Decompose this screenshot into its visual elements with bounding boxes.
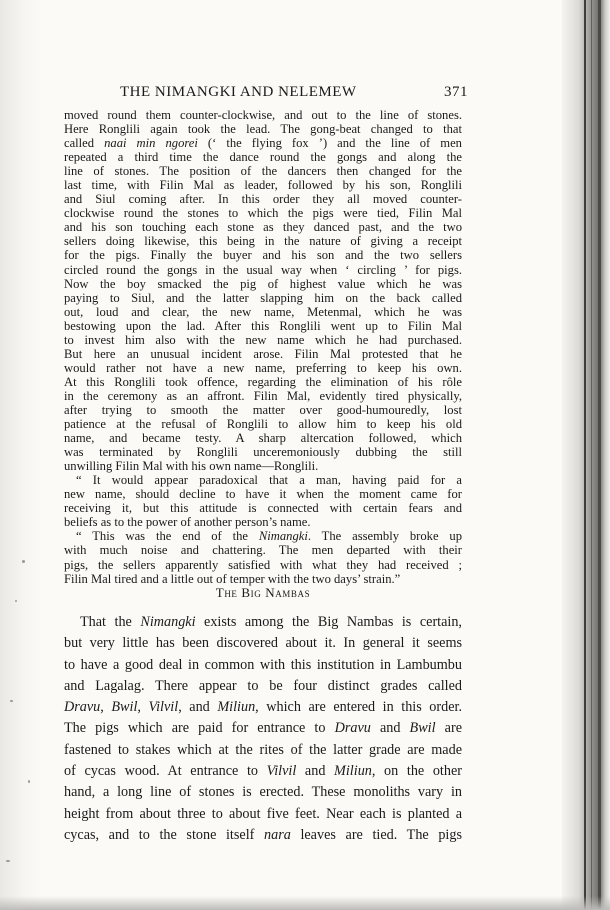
text-line: but very little has been discovered about it. In general it seems [64,635,462,652]
text-line: to have a good deal in common with this institution in Lambumbu [64,656,462,673]
text-line: moved round them counter-clockwise, and out to the line of stones. [64,108,462,122]
text-line: Filin Mal tired and a little out of temper with the two days’ strain.” [64,571,401,586]
page-number: 371 [444,84,468,100]
running-title: THE NIMANGKI AND NELEMEW [120,84,357,100]
text-line: Now the boy smacked the pig of highest value which he was [64,276,462,291]
text-line: repeated a third time the dance round the gongs and along the [64,150,462,165]
section-heading: The Big Nambas [215,585,311,600]
text-line: sellers doing likewise, this being in the nature of giving a receipt [64,234,462,249]
text-line: height from about three to about five feet. Near each is planted a [64,805,462,822]
text-line: receiving it, but this attitude is connected with certain fears and [64,501,462,516]
text-line: new name, should decline to have it when the moment came for [64,487,462,502]
text-line: after trying to smooth the matter over good-humouredly, lost [64,402,462,417]
text-line: would rather not have a new name, preferring to keep his own. [64,360,462,375]
text-line: for the pigs. Finally the buyer and his son and the two sellers [64,248,462,263]
text-line: beliefs as to the power of another person’s name. [64,515,311,530]
text-line: called naai min ngorei (‘ the flying fox ’) and the line of men [64,136,462,151]
text-line: and Lagalag. There appear to be four distinct grades called [64,677,462,694]
text-line: “ It would appear paradoxical that a man, having paid for a [76,473,462,488]
text-line: “ This was the end of the Nimangki. The assembly broke up [76,529,462,544]
text-line: last time, with Filin Mal as leader, followed by his son, Ronglili [64,178,462,193]
left-page-edge [0,0,40,910]
running-header [120,84,468,101]
section-body [64,612,462,846]
text-line: unwilling Filin Mal with his own name—Ronglili. [64,459,319,474]
quoted-account-block [64,108,462,586]
text-line: in the ceremony as an affront. Filin Mal, evidently tired physically, [64,388,462,403]
text-line: was terminated by Ronglili unceremoniously dubbing the still [64,445,462,460]
text-line: paying to Siul, and the latter slapping him on the back called [64,290,462,305]
right-binding-edge [562,0,610,910]
text-line: fastened to stakes which at the rites of the latter grade are made [64,741,462,758]
text-line: bestowing upon the lad. After this Ronglili went up to Filin Mal [64,318,462,333]
text-line: That the Nimangki exists among the Big Nambas is certain, [80,614,462,630]
text-line: But here an unusual incident arose. Filin Mal protested that he [64,346,462,361]
text-line: name, and became testy. A sharp altercation followed, which [64,431,462,446]
bottom-page-edge [0,896,610,910]
text-line: circled round the gongs in the usual way when ‘ circling ’ for pigs. [64,262,462,277]
text-line: Dravu, Bwil, Vilvil, and Miliun, which are entered in this order. [64,699,463,716]
text-line: clockwise round the stones to which the pigs were tied, Filin Mal [64,206,462,221]
text-line: out, loud and clear, the new name, Metenmal, which he was [64,304,462,319]
text-line: pigs, the sellers apparently satisfied with what they had received ; [64,557,462,572]
text-line: and Siul coming after. In this order they all moved counter- [64,192,462,207]
text-line: hand, a long line of stones is erected. These monoliths vary in [64,784,462,801]
text-line: patience at the refusal of Ronglili to allow him to keep his old [64,417,462,432]
text-line: with much noise and chattering. The men departed with their [64,543,462,558]
text-line: of cycas wood. At entrance to Vilvil and Miliun, on the other [64,763,462,780]
text-line: The pigs which are paid for entrance to Dravu and Bwil are [64,720,462,737]
text-line: At this Ronglili took offence, regarding the elimination of his rôle [64,374,462,389]
text-line: and his son touching each stone as they danced past, and the two [64,220,462,235]
text-line: to invest him also with the new name which he had purchased. [64,332,462,347]
text-line: line of stones. The position of the dancers then changed for the [64,164,462,179]
text-line: Here Ronglili again took the lead. The gong-beat changed to that [64,122,462,137]
text-line: cycas, and to the stone itself nara leaves are tied. The pigs [64,826,462,843]
